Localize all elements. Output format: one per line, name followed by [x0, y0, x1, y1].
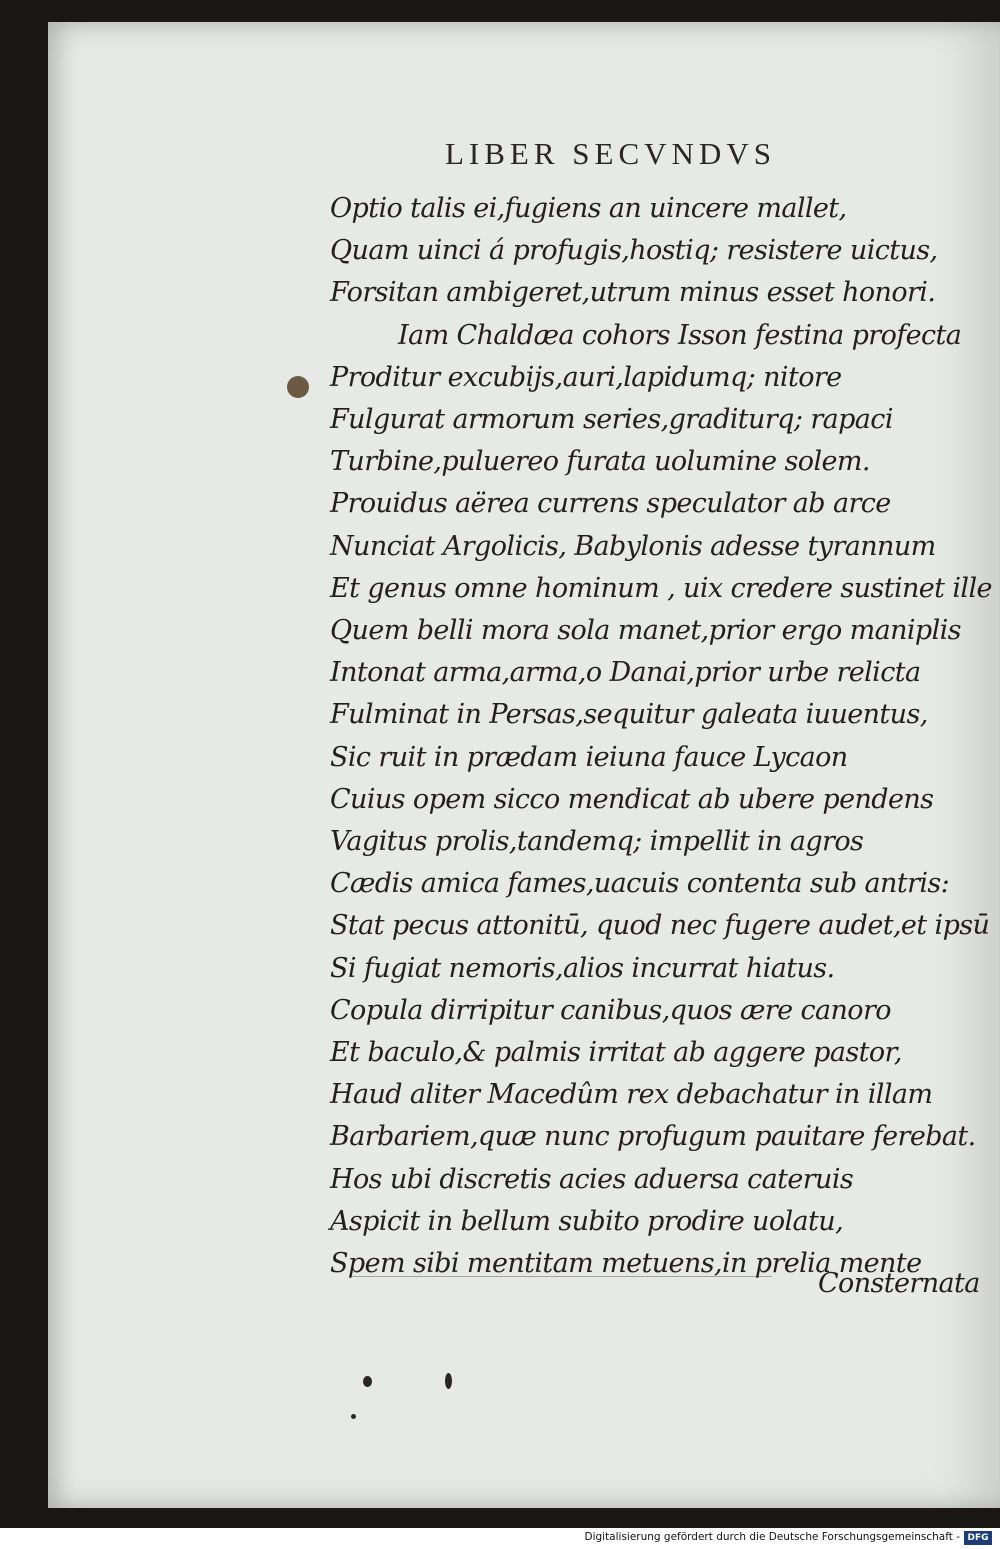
- verse-block: [330, 188, 992, 1285]
- verse-line: Cuius opem sicco mendicat ab ubere pendens: [330, 783, 934, 815]
- running-head: LIBER SECVNDVS: [445, 136, 776, 171]
- ink-stain: [287, 376, 309, 398]
- verse-line: Aspicit in bellum subito prodire uolatu,: [330, 1205, 844, 1237]
- verse-line: Spem sibi mentitam metuens,in prelia mente: [330, 1248, 922, 1280]
- verse-line: Nunciat Argolicis, Babylonis adesse tyrannum: [330, 530, 936, 562]
- catchword: Consternata: [818, 1268, 980, 1299]
- dfg-logo-icon: DFG: [964, 1531, 992, 1545]
- verse-line: Haud aliter Macedûm rex debachatur in illam: [330, 1079, 933, 1111]
- verse-line: Forsitan ambigeret,utrum minus esset honori.: [330, 277, 936, 309]
- verse-line: Hos ubi discretis acies aduersa cateruis: [330, 1163, 854, 1195]
- verse-line: Proditur excubijs,auri,lapidumq; nitore: [330, 361, 842, 393]
- verse-line: Et genus omne hominum , uix credere sustinet ille: [330, 572, 992, 604]
- ink-speck: [351, 1414, 356, 1419]
- verse-line: Et baculo,& palmis irritat ab aggere pastor,: [330, 1037, 902, 1069]
- footer-credit: Digitalisierung gefördert durch die Deutsche Forschungsgemeinschaft -: [584, 1531, 960, 1543]
- verse-line: Sic ruit in prædam ieiuna fauce Lycaon: [330, 741, 848, 773]
- verse-line: Intonat arma,arma,o Danai,prior urbe relicta: [330, 657, 921, 689]
- verse-line: Fulgurat armorum series,graditurq; rapaci: [330, 404, 893, 436]
- verse-line: Cædis amica fames,uacuis contenta sub antris:: [330, 868, 950, 900]
- verse-line: Prouidus aërea currens speculator ab arce: [330, 488, 891, 520]
- verse-line: Fulminat in Persas,sequitur galeata iuuentus,: [330, 699, 928, 731]
- bottom-rule: [352, 1276, 772, 1277]
- verse-line: Copula dirripitur canibus,quos ære canoro: [330, 994, 891, 1026]
- verse-line: Vagitus prolis,tandemq; impellit in agros: [330, 826, 864, 858]
- ink-speck: [363, 1376, 372, 1387]
- verse-line: Quem belli mora sola manet,prior ergo maniplis: [330, 615, 961, 647]
- verse-line: Iam Chaldæa cohors Isson festina profecta: [398, 319, 962, 351]
- verse-line: Si fugiat nemoris,alios incurrat hiatus.: [330, 952, 835, 984]
- verse-line: Quam uinci á profugis,hostiq; resistere uictus,: [330, 235, 938, 267]
- verse-line: Optio talis ei,fugiens an uincere mallet,: [330, 193, 847, 224]
- verse-line: Turbine,puluereo furata uolumine solem.: [330, 446, 870, 478]
- verse-line: Barbariem,quæ nunc profugum pauitare ferebat.: [330, 1121, 976, 1153]
- ink-speck: [445, 1373, 452, 1389]
- verse-line: Stat pecus attonitū, quod nec fugere audet,et ipsū: [330, 910, 990, 942]
